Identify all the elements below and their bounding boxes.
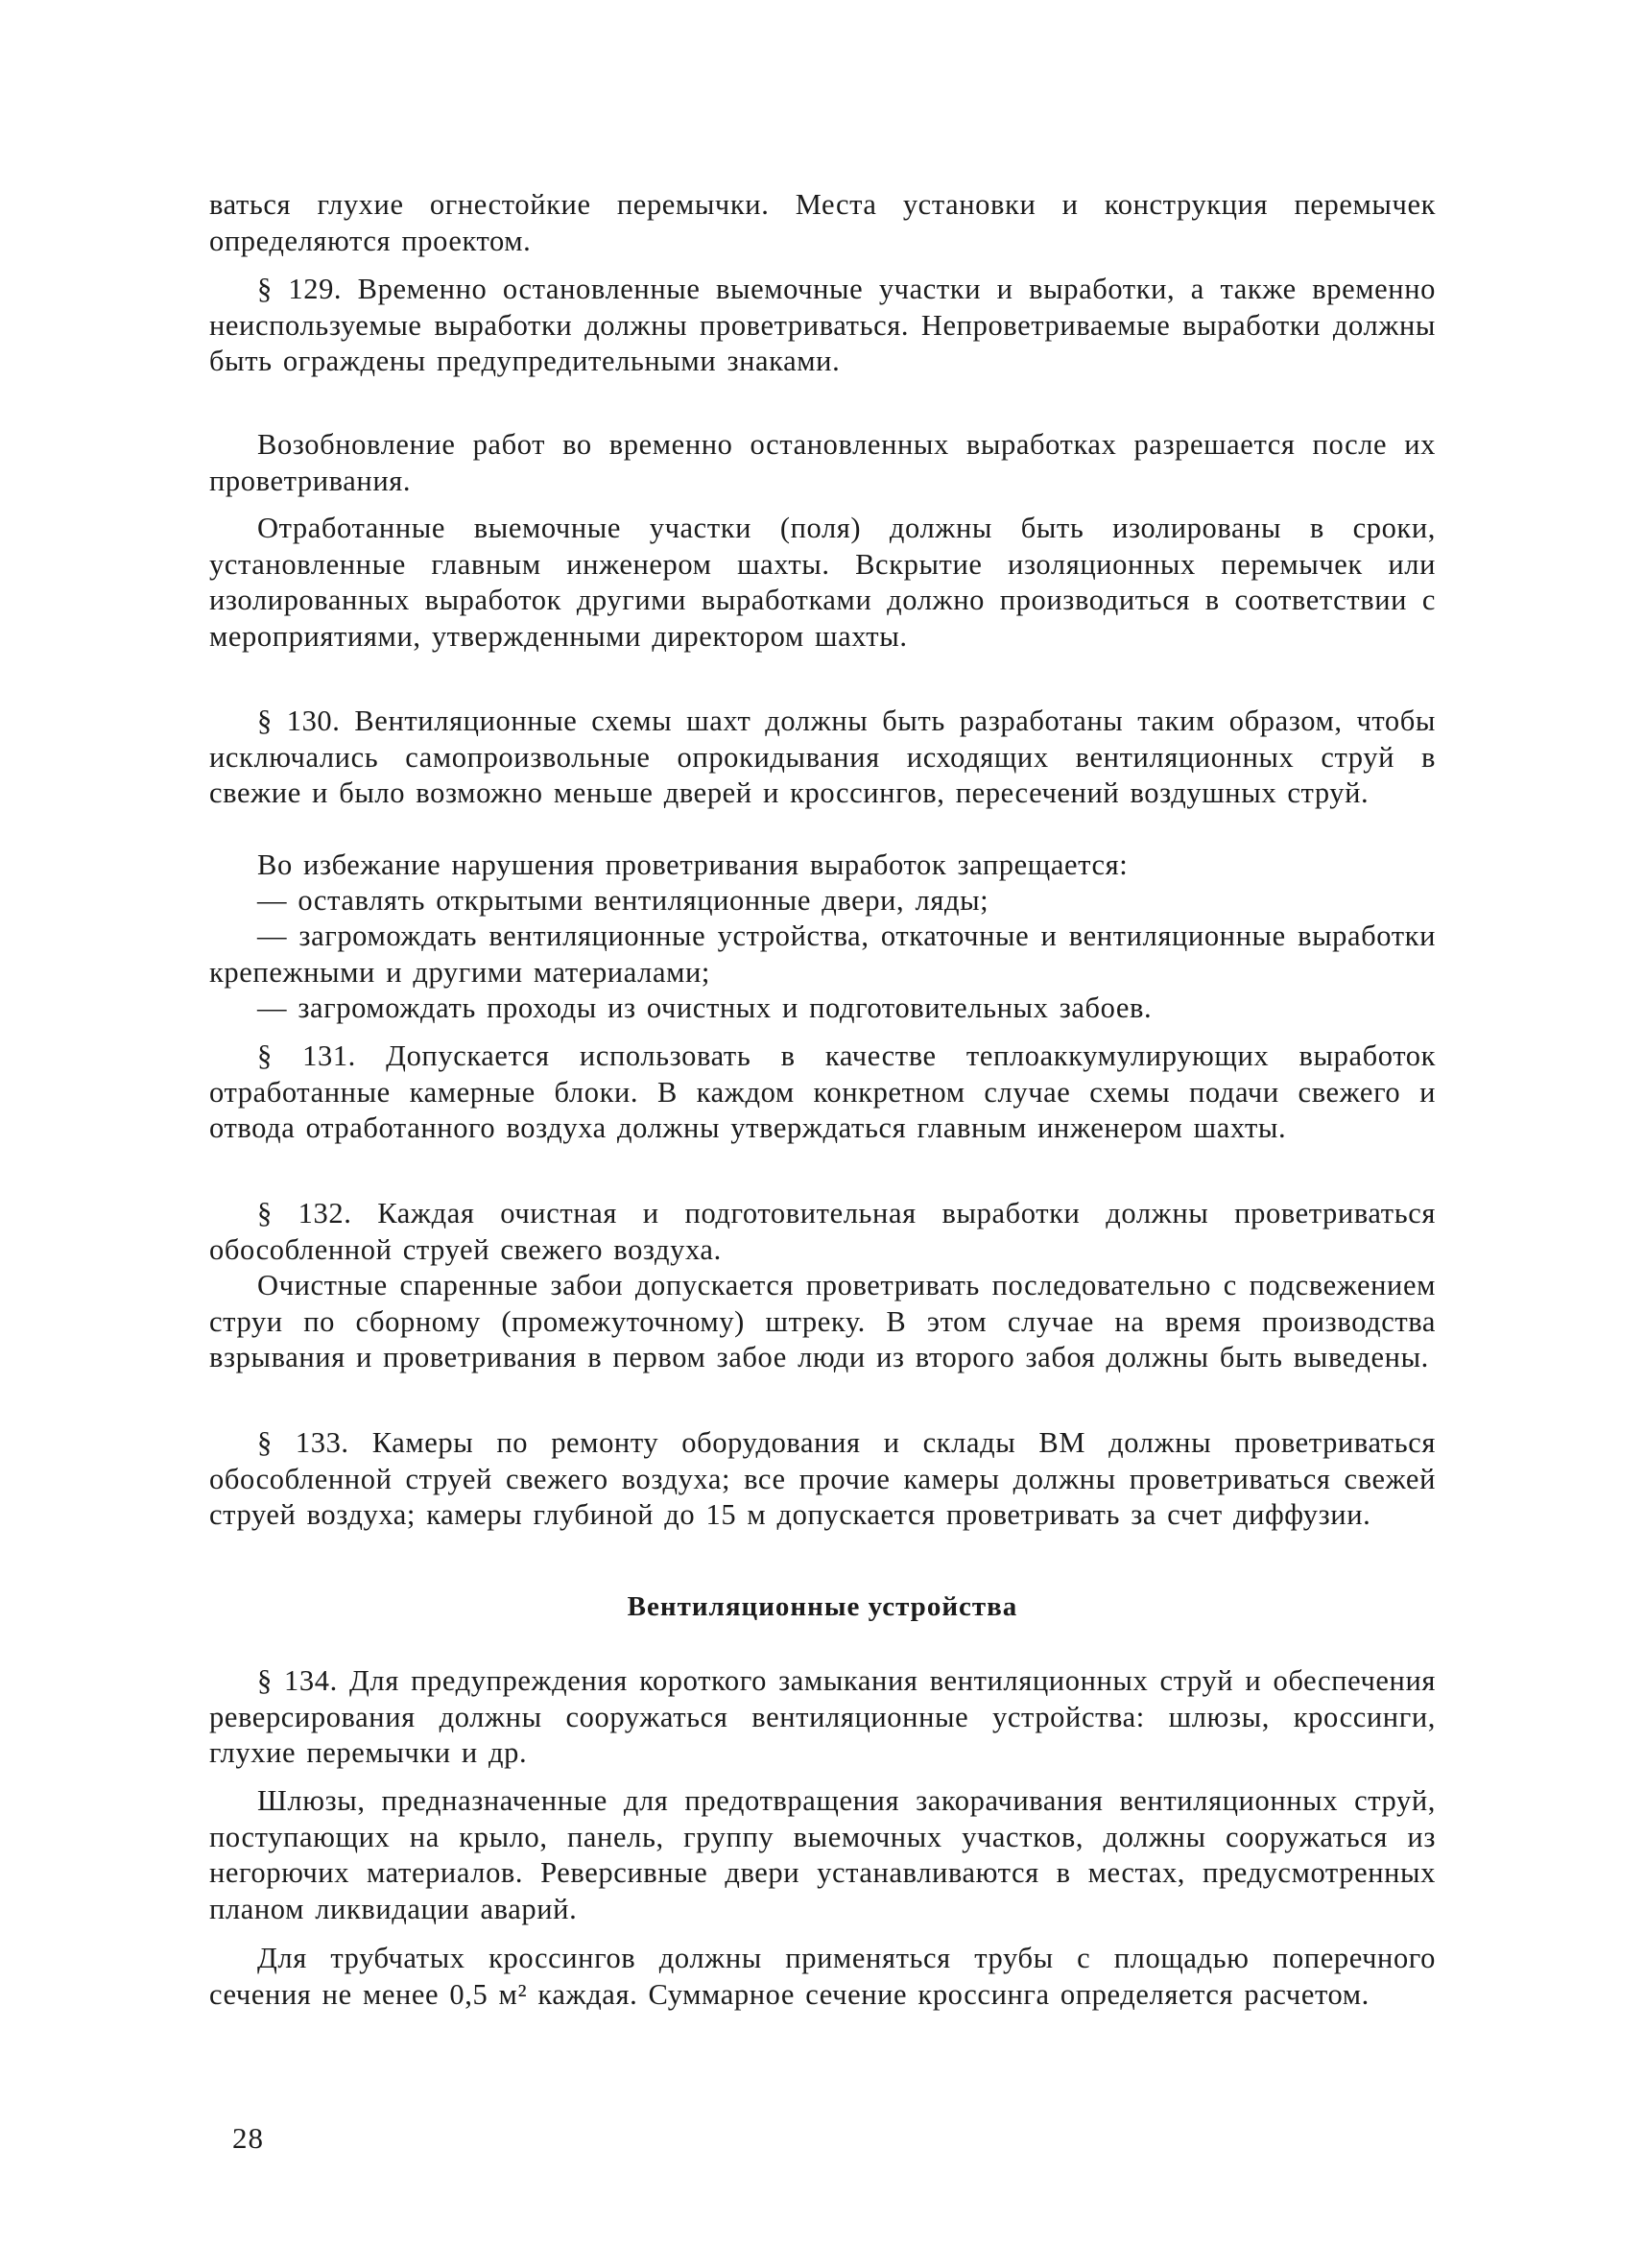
page-number: 28 bbox=[232, 2121, 264, 2155]
paragraph-isolation: Отработанные выемочные участки (поля) должны быть изолированы в сроки, установленные главным инженером шахты. Вскрытие изоляционных перемычек или изолированных выработок другими выработками должно производиться в соответствии с мероприятиями, утвержденными директором шахты. bbox=[209, 512, 1436, 653]
paragraph-131: § 131. Допускается использовать в качестве теплоаккумулирующих выработок отработанные камерные блоки. В каждом конкретном случае схемы подачи свежего и отвода отработанного воздуха должны утверждаться главным инженером шахты. bbox=[209, 1039, 1436, 1144]
paragraph-prohibition: Во избежание нарушения проветривания выработок запрещается: bbox=[257, 848, 1129, 881]
paragraph-132: § 132. Каждая очистная и подготовительная выработки должны проветриваться обособленной струей свежего воздуха. bbox=[209, 1197, 1436, 1266]
paragraph-134: § 134. Для предупреждения короткого замыкания вентиляционных струй и обеспечения реверсирования должны сооружаться вентиляционные устройства: шлюзы, кроссинги, глухие перемычки и др. bbox=[209, 1664, 1436, 1769]
paragraph-130: § 130. Вентиляционные схемы шахт должны быть разработаны таким образом, чтобы исключались самопроизвольные опрокидывания исходящих вентиляционных струй в свежие и было возможно меньше дверей и кроссингов, пересечений воздушных струй. bbox=[209, 704, 1436, 809]
section-heading: Вентиляционные устройства bbox=[627, 1591, 1018, 1622]
list-item-passages: — загромождать проходы из очистных и подготовительных забоев. bbox=[257, 991, 1153, 1024]
list-item-doors: — оставлять открытыми вентиляционные двери, ляды; bbox=[257, 884, 989, 917]
paragraph-crossings: Для трубчатых кроссингов должны применяться трубы с площадью поперечного сечения не менее 0,5 м² каждая. Суммарное сечение кроссинга определяется расчетом. bbox=[209, 1942, 1436, 2011]
paragraph-133: § 133. Камеры по ремонту оборудования и склады ВМ должны проветриваться обособленной струей свежего воздуха; все прочие камеры должны проветриваться свежей струей воздуха; камеры глубиной до 15 м допускается проветривать за счет диффузии. bbox=[209, 1426, 1436, 1531]
paragraph-paired-faces: Очистные спаренные забои допускается проветривать последовательно с подсвежением струи по сборному (промежуточному) штреку. В этом случае на время производства взрывания и проветривания в первом забое люди из второго забоя должны быть выведены. bbox=[209, 1269, 1436, 1373]
paragraph-129: § 129. Временно остановленные выемочные участки и выработки, а также временно неиспользуемые выработки должны проветриваться. Непроветриваемые выработки должны быть ограждены предупредительными знаками. bbox=[209, 273, 1436, 377]
list-item-devices: — загромождать вентиляционные устройства, откаточные и вентиляционные выработки крепежными и другими материалами; bbox=[209, 919, 1436, 989]
paragraph-resumption: Возобновление работ во временно остановленных выработках разрешается после их проветривания. bbox=[209, 428, 1436, 497]
paragraph-airlocks: Шлюзы, предназначенные для предотвращения закорачивания вентиляционных струй, поступающих на крыло, панель, группу выемочных участков, должны сооружаться из негорючих материалов. Реверсивные двери устанавливаются в местах, предусмотренных планом ликвидации аварий. bbox=[209, 1784, 1436, 1925]
paragraph-continuation: ваться глухие огнестойкие перемычки. Места установки и конструкция перемычек определяются проектом. bbox=[209, 188, 1436, 257]
